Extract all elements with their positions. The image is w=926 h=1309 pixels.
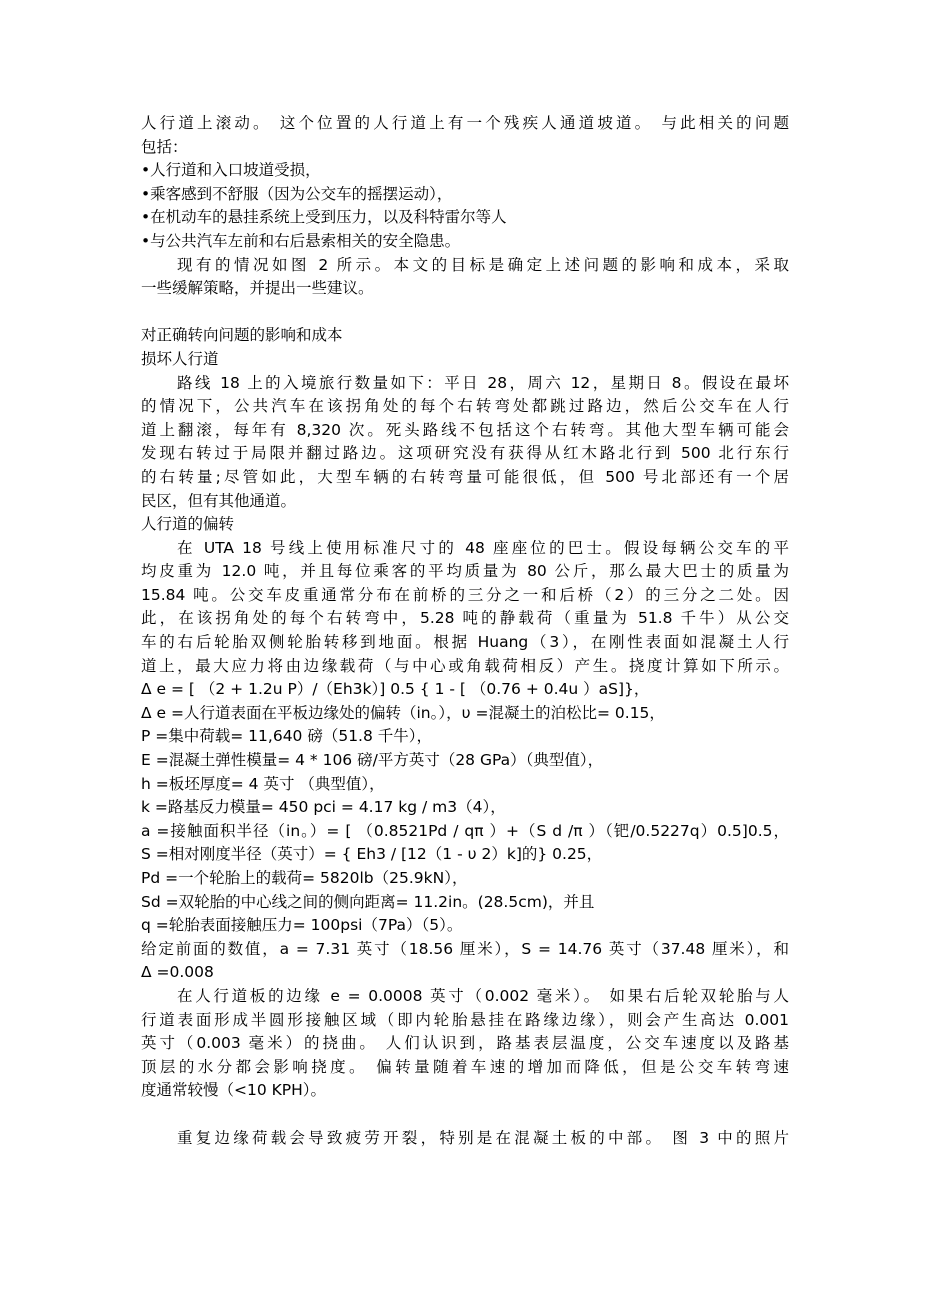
intro-line: 包括： — [141, 137, 188, 156]
bullet-item: •人行道和入口坡道受损， — [141, 161, 321, 180]
formula-line: E =混凝土弹性模量= 4 * 106 磅/平方英寸（28 GPa）（典型值）， — [141, 751, 604, 770]
formula-line: Pd =一个轮胎上的载荷= 5820lb（25.9kN）， — [141, 869, 468, 887]
deflection-line: 车的右后轮胎双侧轮胎转移到地面。根据 Huang（3），在刚性表面如混凝土人行 — [141, 633, 789, 652]
bullet-item: •与公共汽车左前和右后悬索相关的安全隐患。 — [141, 231, 461, 250]
damage-line: 的右转量;尽管如此，大型车辆的右转弯量可能很低，但 500 号北部还有一个居 — [141, 467, 789, 486]
edge-line: 顶层的水分都会影响挠度。 偏转量随着车速的增加而降低，但是公交车转弯速 — [141, 1057, 789, 1076]
formula-line: Sd =双轮胎的中心线之间的侧向距离= 11.2in。(28.5cm)，并且 — [141, 892, 595, 911]
given-line: 给定前面的数值，a = 7.31 英寸（18.56 厘米），S = 14.76 英寸（37.48 厘米），和 — [141, 939, 789, 958]
edge-line: 英寸（0.003 毫米）的挠曲。 人们认识到，路基表层温度，公交车速度以及路基 — [141, 1034, 789, 1053]
deflection-line: 均皮重为 12.0 吨，并且每位乘客的平均质量为 80 公斤，那么最大巴士的质量为 — [141, 562, 789, 581]
edge-line: 度通常较慢（<10 KPH）。 — [141, 1081, 327, 1100]
damage-line: 的情况下，公共汽车在该拐角处的每个右转弯处都跳过路边，然后公交车在人行 — [141, 397, 789, 416]
formula-line: Δ e =人行道表面在平板边缘处的偏转（in。），υ =混凝土的泊松比= 0.15， — [141, 703, 665, 722]
deflection-line: 15.84 吨。公交车皮重通常分布在前桥的三分之一和后桥（2）的三分之二处。因 — [141, 585, 789, 604]
situation-line: 现有的情况如图 2 所示。本文的目标是确定上述问题的影响和成本，采取 — [177, 255, 789, 274]
formula-line: a =接触面积半径（in。）= [ （0.8521Pd / qπ ）+（S d /π ）（钯/0.5227q）0.5]0.5， — [141, 821, 789, 840]
damage-line: 道上翻滚，每年有 8,320 次。死头路线不包括这个右转弯。其他大型车辆可能会 — [141, 420, 789, 439]
paragraph-gap — [141, 301, 789, 325]
fatigue-line: 重复边缘荷载会导致疲劳开裂，特别是在混凝土板的中部。 图 3 中的照片 — [177, 1128, 789, 1147]
edge-line: 在人行道板的边缘 e = 0.0008 英寸（0.002 毫米）。 如果右后轮双轮胎与人 — [177, 986, 789, 1005]
deflection-line: 此，在该拐角处的每个右转弯中，5.28 吨的静载荷（重量为 51.8 千牛）从公交 — [141, 609, 789, 628]
formula-line: S =相对刚度半径（英寸）= { Eh3 / [12（1 - υ 2）k]的} 0.25， — [141, 845, 603, 864]
formula-line: q =轮胎表面接触压力= 100psi（7Pa）（5）。 — [141, 916, 463, 935]
section-heading: 对正确转向问题的影响和成本 — [141, 326, 343, 345]
given-line: Δ =0.008 — [141, 963, 214, 982]
document-body — [141, 112, 789, 1150]
paragraph-gap — [141, 1103, 789, 1127]
damage-line: 发现右转过于局限并翻过路边。这项研究没有获得从红木路北行到 500 北行东行 — [141, 444, 789, 463]
formula-line: k =路基反力模量= 450 pci = 4.17 kg / m3（4）， — [141, 798, 506, 817]
formula-line: h =板坯厚度= 4 英寸 （典型值）， — [141, 774, 385, 793]
bullet-item: •在机动车的悬挂系统上受到压力，以及科特雷尔等人 — [141, 208, 507, 227]
edge-line: 行道表面形成半圆形接触区域（即内轮胎悬挂在路缘边缘），则会产生高达 0.001 — [141, 1010, 789, 1029]
subheading-deflection: 人行道的偏转 — [141, 515, 235, 534]
deflection-line: 道上，最大应力将由边缘载荷（与中心或角载荷相反）产生。挠度计算如下所示。 — [141, 656, 789, 675]
formula-line: P =集中荷载= 11,640 磅（51.8 千牛）， — [141, 727, 433, 746]
bullet-item: •乘客感到不舒服（因为公交车的摇摆运动）， — [141, 184, 453, 203]
formula-line: Δ e = [ （2 + 1.2u P）/（Eh3k）] 0.5 { 1 - [ （0.76 + 0.4u ）aS]}， — [141, 680, 650, 699]
deflection-line: 在 UTA 18 号线上使用标准尺寸的 48 座座位的巴士。假设每辆公交车的平 — [177, 538, 789, 557]
damage-line: 民区，但有其他通道。 — [141, 491, 297, 510]
subheading-damage: 损坏人行道 — [141, 349, 219, 368]
situation-line: 一些缓解策略，并提出一些建议。 — [141, 279, 374, 298]
intro-line: 人行道上滚动。 这个位置的人行道上有一个残疾人通道坡道。 与此相关的问题 — [141, 114, 789, 132]
damage-line: 路线 18 上的入境旅行数量如下：平日 28，周六 12，星期日 8。假设在最坏 — [177, 373, 789, 392]
